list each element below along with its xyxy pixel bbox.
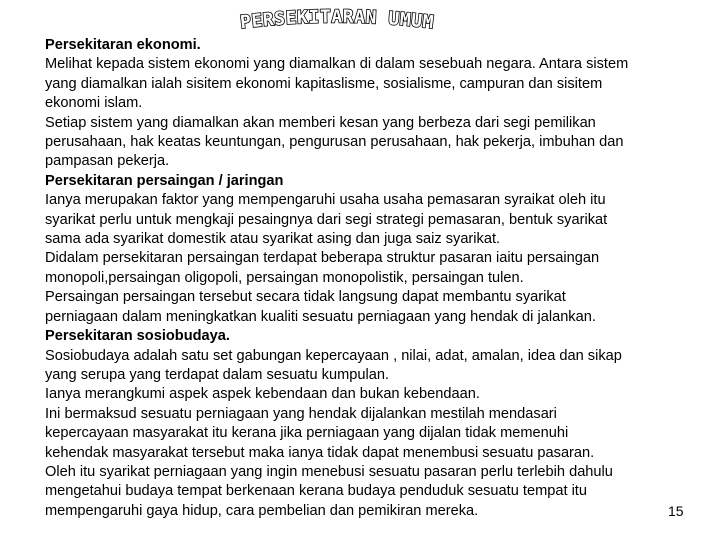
body-text-line: kehendak masyarakat tersebut maka ianya tidak dapat menembusi sesuatu pasaran. — [45, 444, 595, 461]
body-text-line: Sosiobudaya adalah satu set gabungan kepercayaan , nilai, adat, amalan, idea dan sikap — [45, 347, 622, 364]
slide-title — [0, 2, 728, 36]
body-text-line: yang serupa yang terdapat dalam sesuatu kumpulan. — [45, 366, 389, 383]
body-text-line: Setiap sistem yang diamalkan akan memberi kesan yang berbeza dari segi pemilikan — [45, 114, 596, 131]
document-body — [45, 36, 695, 521]
body-text-line: Persaingan persaingan tersebut secara tidak langsung dapat membantu syarikat — [45, 289, 566, 306]
body-text-line: kepercayaan masyarakat itu kerana jika perniagaan yang dijalan tidak memenuhi — [45, 425, 569, 442]
body-text-line: mempengaruhi gaya hidup, cara pembelian dan pemikiran mereka. — [45, 502, 479, 519]
section-heading: Persekitaran sosiobudaya. — [45, 328, 230, 345]
body-text-line: yang diamalkan ialah sisitem ekonomi kapitaslisme, sosialisme, campuran dan sisitem — [45, 75, 603, 92]
body-text-line: perniagaan dalam meningkatkan kualiti sesuatu perniagaan yang hendak di jalankan. — [45, 308, 596, 325]
section-heading: Persekitaran ekonomi. — [45, 37, 201, 53]
body-text-line: monopoli,persaingan oligopoli, persaingan monopolistik, persaingan tulen. — [45, 269, 524, 286]
body-text-line: Ianya merupakan faktor yang mempengaruhi usaha usaha pemasaran syraikat oleh itu — [45, 192, 606, 209]
body-text-line: Oleh itu syarikat perniagaan yang ingin menebusi sesuatu pasaran perlu terlebih dahulu — [45, 463, 613, 480]
body-text-line: Didalam persekitaran persaingan terdapat beberapa struktur pasaran iaitu persaingan — [45, 250, 600, 267]
body-text-line: syarikat perlu untuk mengkaji pesaingnya dari segi strategi pemasaran, bentuk syarikat — [45, 211, 608, 228]
body-text-line: sama ada syarikat domestik atau syarikat asing dan juga saiz syarikat. — [45, 231, 501, 248]
page-number: 15 — [668, 503, 684, 519]
body-text-line: perusahaan, hak keatas keuntungan, pengurusan perusahaan, hak pekerja, imbuhan dan — [45, 134, 624, 151]
body-text-line: mengetahui budaya tempat berkenaan kerana budaya penduduk sesuatu tempat itu — [45, 483, 587, 500]
body-text-line: Ianya merangkumi aspek aspek kebendaan dan bukan kebendaan. — [45, 386, 480, 403]
body-text-line: Melihat kepada sistem ekonomi yang diamalkan di dalam sesebuah negara. Antara sistem — [45, 56, 629, 73]
section-heading: Persekitaran persaingan / jaringan — [45, 172, 284, 189]
body-text-line: ekonomi islam. — [45, 95, 143, 112]
body-text-line: pampasan pekerja. — [45, 153, 170, 170]
slide-title-text: PERSEKITARAN UMUM — [238, 6, 436, 34]
body-text-line: Ini bermaksud sesuatu perniagaan yang hendak dijalankan mestilah mendasari — [45, 405, 557, 422]
